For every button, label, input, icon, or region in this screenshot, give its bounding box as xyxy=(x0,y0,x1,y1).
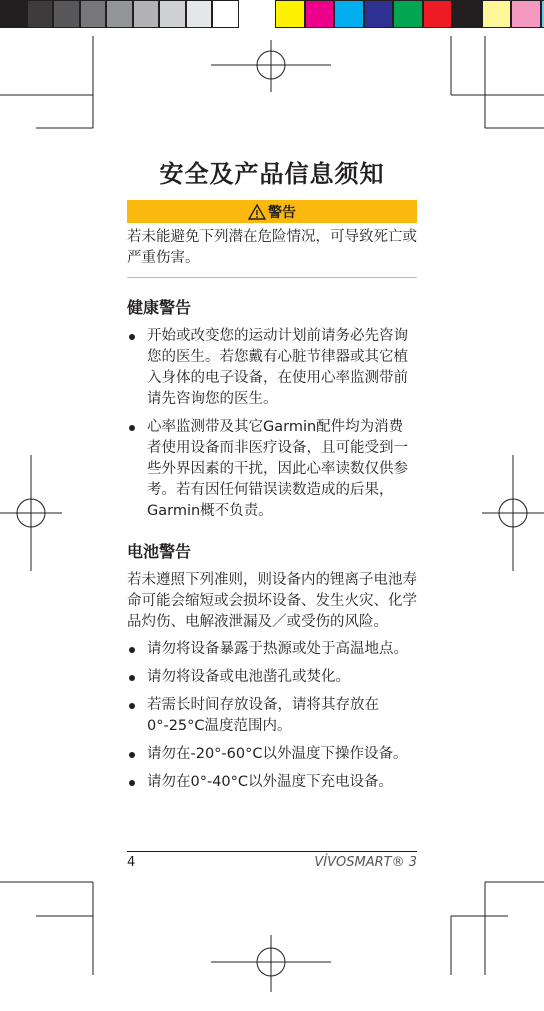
color-swatch xyxy=(27,0,54,28)
page-footer xyxy=(127,851,417,870)
list-item: 心率监测带及其它Garmin配件均为消费者使用设备而非医疗设备，且可能受到一些外界因素的干扰，因此心率读数仅供参考。若有因任何错误读数造成的后果，Garmin概不负责。 xyxy=(127,417,417,522)
page-title: 安全及产品信息须知 xyxy=(159,160,385,188)
page-number: 4 xyxy=(127,855,136,870)
grayscale-strip xyxy=(0,0,239,30)
warning-text: 若未能避免下列潜在危险情况，可导致死亡或严重伤害。 xyxy=(127,227,417,278)
bullet-icon xyxy=(129,334,135,340)
list-item: 请勿将设备或电池凿孔或焚化。 xyxy=(127,667,417,688)
list-item: 请勿在0°-40°C以外温度下充电设备。 xyxy=(127,772,417,793)
bullet-icon xyxy=(129,425,135,431)
color-swatch xyxy=(482,0,512,28)
health-warning-heading: 健康警告 xyxy=(127,298,192,317)
color-strip xyxy=(275,0,544,30)
warning-triangle-icon xyxy=(248,204,266,220)
color-swatch xyxy=(80,0,107,28)
color-swatch xyxy=(159,0,186,28)
list-item: 开始或改变您的运动计划前请务必先咨询您的医生。若您戴有心脏节律器或其它植入身体的电子设备，在使用心率监测带前请先咨询您的医生。 xyxy=(127,326,417,410)
bullet-icon xyxy=(129,752,135,758)
product-name: VÍVOSMART® 3 xyxy=(314,855,417,870)
bullet-icon xyxy=(129,647,135,653)
color-swatch xyxy=(212,0,239,28)
color-swatch xyxy=(334,0,364,28)
color-swatch xyxy=(53,0,80,28)
bullet-icon xyxy=(129,780,135,786)
list-item: 若需长时间存放设备，请将其存放在0°-25°C温度范围内。 xyxy=(127,695,417,737)
color-swatch xyxy=(423,0,453,28)
bullet-icon xyxy=(129,675,135,681)
warning-banner xyxy=(127,200,417,223)
color-swatch xyxy=(511,0,541,28)
battery-warning-intro: 若未遵照下列准则，则设备内的锂离子电池寿命可能会缩短或会损坏设备、发生火灾、化学品灼伤、电解液泄漏及／或受伤的风险。 xyxy=(127,572,417,630)
list-item: 请勿在-20°-60°C以外温度下操作设备。 xyxy=(127,744,417,765)
bullet-icon xyxy=(129,703,135,709)
color-swatch xyxy=(393,0,423,28)
color-swatch xyxy=(275,0,305,28)
color-swatch xyxy=(452,0,482,28)
color-swatch xyxy=(0,0,27,28)
warning-label: 警告 xyxy=(268,204,296,221)
color-swatch xyxy=(106,0,133,28)
color-swatch xyxy=(364,0,394,28)
color-swatch xyxy=(186,0,213,28)
health-warning-list xyxy=(127,326,417,522)
battery-warning-heading: 电池警告 xyxy=(127,542,192,561)
color-swatch xyxy=(541,0,544,28)
document-page xyxy=(127,158,417,800)
color-swatch xyxy=(133,0,160,28)
battery-warning-list xyxy=(127,639,417,793)
color-swatch xyxy=(305,0,335,28)
list-item: 请勿将设备暴露于热源或处于高温地点。 xyxy=(127,639,417,660)
